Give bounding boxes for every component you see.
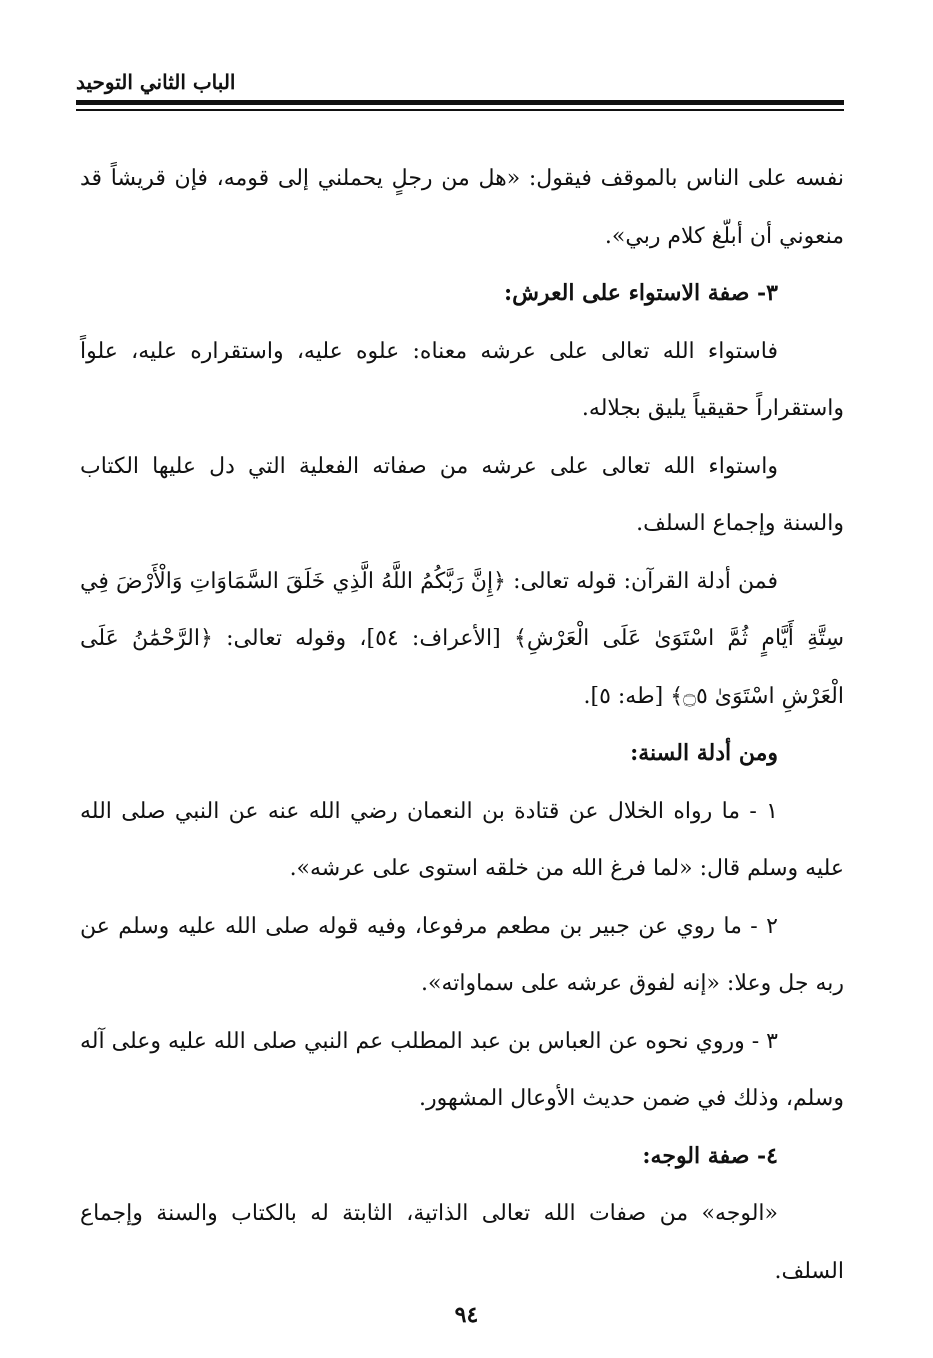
paragraph-istiwa-attribute: واستواء الله تعالى على عرشه من صفاته الفعلية التي دل عليها الكتاب والسنة وإجماع السلف. — [80, 453, 844, 536]
section-heading-wajh: ٤- صفة الوجه: — [642, 1142, 778, 1169]
section-heading-istiwa: ٣- صفة الاستواء على العرش: — [503, 280, 778, 306]
list-item-2: ٢ - ما روي عن جبير بن مطعم مرفوعا، وفيه قوله صلى الله عليه وسلم عن ربه جل وعلا: «إنه لفوق عرشه على سماواته». — [80, 913, 844, 996]
subheading-sunnah-evidence: ومن أدلة السنة: — [630, 740, 778, 766]
list-item-1: ١ - ما رواه الخلال عن قتادة بن النعمان رضي الله عنه عن النبي صلى الله عليه وسلم قال: «لما فرغ الله من خلقه استوى على عرشه». — [80, 798, 844, 881]
paragraph-continuation: نفسه على الناس بالموقف فيقول: «هل من رجلٍ يحملني إلى قومه، فإن قريشاً قد منعوني أن أبلّغ كلام ربي». — [80, 166, 844, 249]
paragraph-wajh: «الوجه» من صفات الله تعالى الذاتية، الثابتة له بالكتاب والسنة وإجماع السلف. — [80, 1201, 844, 1284]
paragraph-quran-evidence: فمن أدلة القرآن: قوله تعالى: ﴿إِنَّ رَبَّكُمُ اللَّهُ الَّذِي خَلَقَ السَّمَاوَاتِ وَالْأَرْضَ فِي سِتَّةِ أَيَّامٍ ثُمَّ اسْتَوَىٰ عَلَى الْعَرْشِ﴾ [الأعراف: ٥٤]، وقوله تعالى: ﴿الرَّحْمَٰنُ عَلَى الْعَرْشِ اسْتَوَىٰ ۝٥﴾ [طه: ٥]. — [80, 568, 844, 709]
running-head-title: الباب الثاني التوحيد — [76, 70, 236, 94]
header-rule-thin — [76, 109, 844, 111]
paragraph-istiwa-meaning: فاستواء الله تعالى على عرشه معناه: علوه عليه، واستقراره عليه، علواً واستقراراً حقيقياً يليق بجلاله. — [80, 338, 844, 421]
page-number: ٩٤ — [454, 1302, 479, 1328]
header-rule-thick — [76, 100, 844, 105]
list-item-3: ٣ - وروي نحوه عن العباس بن عبد المطلب عم النبي صلى الله عليه وعلى آله وسلم، وذلك في ضمن حديث الأوعال المشهور. — [80, 1028, 844, 1111]
page-body — [80, 150, 844, 1300]
